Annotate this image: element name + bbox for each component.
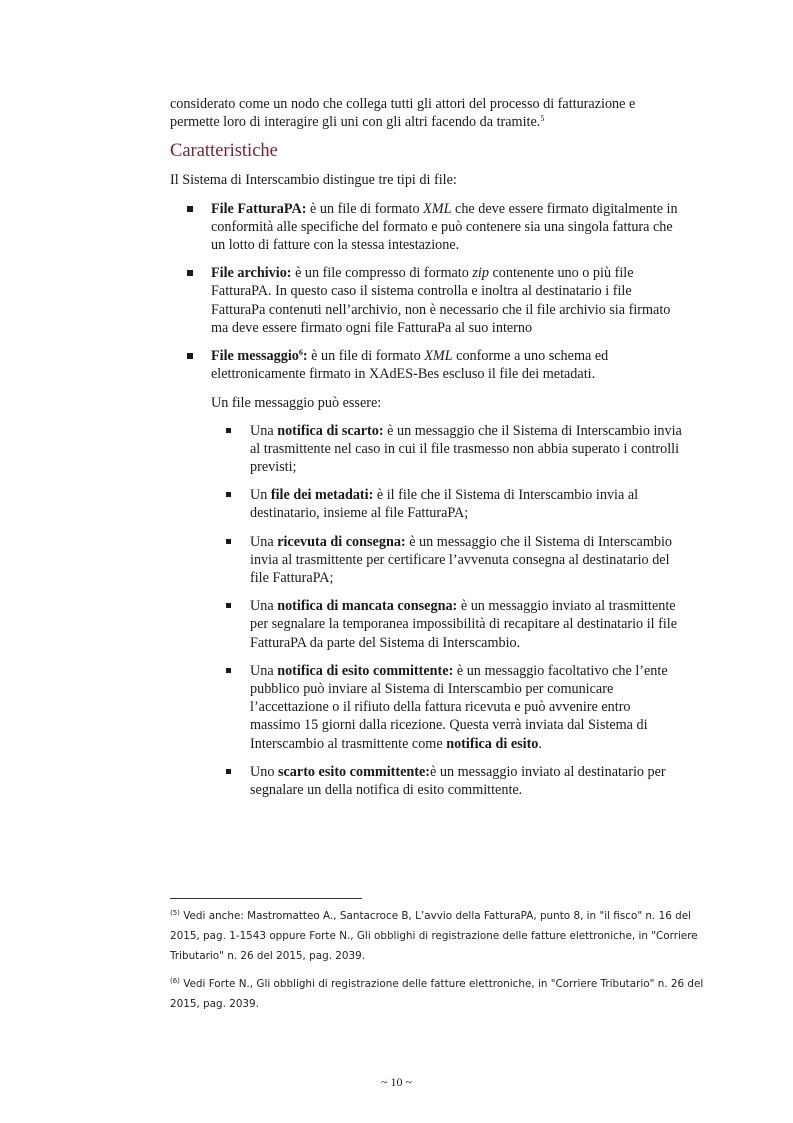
square-bullet-icon [187,270,193,276]
text: è un messaggio che il Sistema di Interscambio invia al trasmittente nel caso in cui il file trasmesso non abbia superato i controlli previsti; [250,422,682,476]
text: Una [250,662,278,679]
square-bullet-icon [226,603,231,608]
list-item-file-fatturapa [170,200,682,255]
text: è un messaggio inviato al destinatario per segnalare un della notifica di esito committente. [250,763,666,799]
text: contenente uno o più file FatturaPA. In questo caso il sistema controlla e inoltra al destinatario i file FatturaPa contenuti nell’archivio, non è necessario che il file archivio sia firmato ma deve essere firmato ogni file FatturaPa al suo interno [211,265,671,336]
text: è un messaggio facoltativo che l’ente pubblico può inviare al Sistema di Interscambio per comunicare l’accettazione o il rifiuto della fattura ricevuta e può avvenire entro massimo 15 giorni dalla ricezione. Questa verrà inviata dal Sistema di Interscambio al trasmittente come [250,662,668,752]
term: notifica di mancata consegna: [277,598,458,615]
text: è un messaggio inviato al trasmittente per segnalare la temporanea impossibilità di recapitare al destinatario il file FatturaPA da parte del Sistema di Interscambio. [250,598,678,651]
list-item-file-messaggio [170,347,682,799]
footnote-ref-6[interactable]: 6 [298,348,303,358]
text: è il file che il Sistema di Interscambio invia al destinatario, insieme al file FatturaPA; [250,487,639,522]
format-name: XML [423,200,452,217]
text: Uno [250,763,278,780]
text: Una [250,533,278,550]
format-name: XML [424,348,453,365]
square-bullet-icon [226,428,231,433]
term [211,348,308,364]
square-bullet-icon [226,769,231,774]
section-lead: Il Sistema di Interscambio distingue tre tipi di file: [170,172,457,189]
text: Un [250,487,271,504]
list-item-file-metadati [211,486,682,522]
list-item-mancata-consegna [211,597,682,652]
square-bullet-icon [226,539,231,544]
term: ricevuta di consegna: [277,533,406,550]
format-name: zip [472,265,489,282]
footnotes [170,906,705,1022]
text: è un file di formato [307,348,425,365]
text: è un file di formato [306,200,424,217]
term: notifica di esito committente: [277,662,454,679]
text: Una [250,598,278,615]
footnote-separator [170,898,362,899]
footnote-text: Vedi Forte N., Gli obblighi di registrazione delle fatture elettroniche, in "Corriere Tributario" n. 26 del 2015, pag. 2039. [170,978,704,1010]
list-item-scarto-esito [211,763,682,799]
term: scarto esito committente: [277,763,431,780]
square-bullet-icon [226,492,231,497]
term: notifica di scarto: [277,422,384,439]
intro-paragraph [170,95,682,131]
messages-intro: Un file messaggio può essere: [211,395,382,412]
text: . [538,735,542,752]
list-item-esito-committente [211,662,682,753]
footnote-5 [170,906,705,966]
footnote-text: Vedi anche: Mastromatteo A., Santacroce B, L’avvio della FatturaPA, punto 8, in "il fisco" n. 16 del 2015, pag. 1-1543 oppure Forte N., Gli obblighi di registrazione delle fatture elettroniche, in "Corriere Tributario" n. 26 del 2015, pag. 2039. [170,910,698,962]
text: conforme a uno schema ed elettronicamente firmato in XAdES-Bes escluso il file dei metadati. [211,348,609,383]
term: File FatturaPA: [211,200,307,217]
page-body [170,95,682,809]
list-item-notifica-scarto [211,422,682,477]
term-text: File messaggio [211,348,299,365]
messages-list [211,422,682,800]
section-heading: Caratteristiche [170,141,278,162]
footnote-marker: (5) [170,909,180,917]
term: File archivio: [211,265,292,282]
term: file dei metadati: [270,487,374,504]
text: Una [250,422,278,439]
list-item-ricevuta-consegna [211,533,682,588]
footnote-marker: (6) [170,977,180,985]
term: notifica di esito [446,735,539,752]
footnote-6 [170,974,705,1014]
intro-text: considerato come un nodo che collega tutti gli attori del processo di fatturazione e permette loro di interagire gli uni con gli altri facendo da tramite. [170,96,636,131]
square-bullet-icon [187,353,193,359]
text: che deve essere firmato digitalmente in conformità alle specifiche del formato e può contenere sia una singola fattura che un lotto di fatture con la stessa intestazione. [211,200,678,254]
term-colon: : [302,348,308,365]
square-bullet-icon [226,668,231,673]
page-number: ~ 10 ~ [381,1075,412,1089]
text: è un messaggio che il Sistema di Interscambio invia al trasmittente per certificare l’avvenuta consegna al destinatario del file FatturaPA; [250,533,673,587]
square-bullet-icon [187,206,193,212]
file-types-list [170,200,682,800]
list-item-file-archivio [170,264,682,337]
text: è un file compresso di formato [291,265,473,282]
footnote-ref-5[interactable]: 5 [540,114,545,124]
